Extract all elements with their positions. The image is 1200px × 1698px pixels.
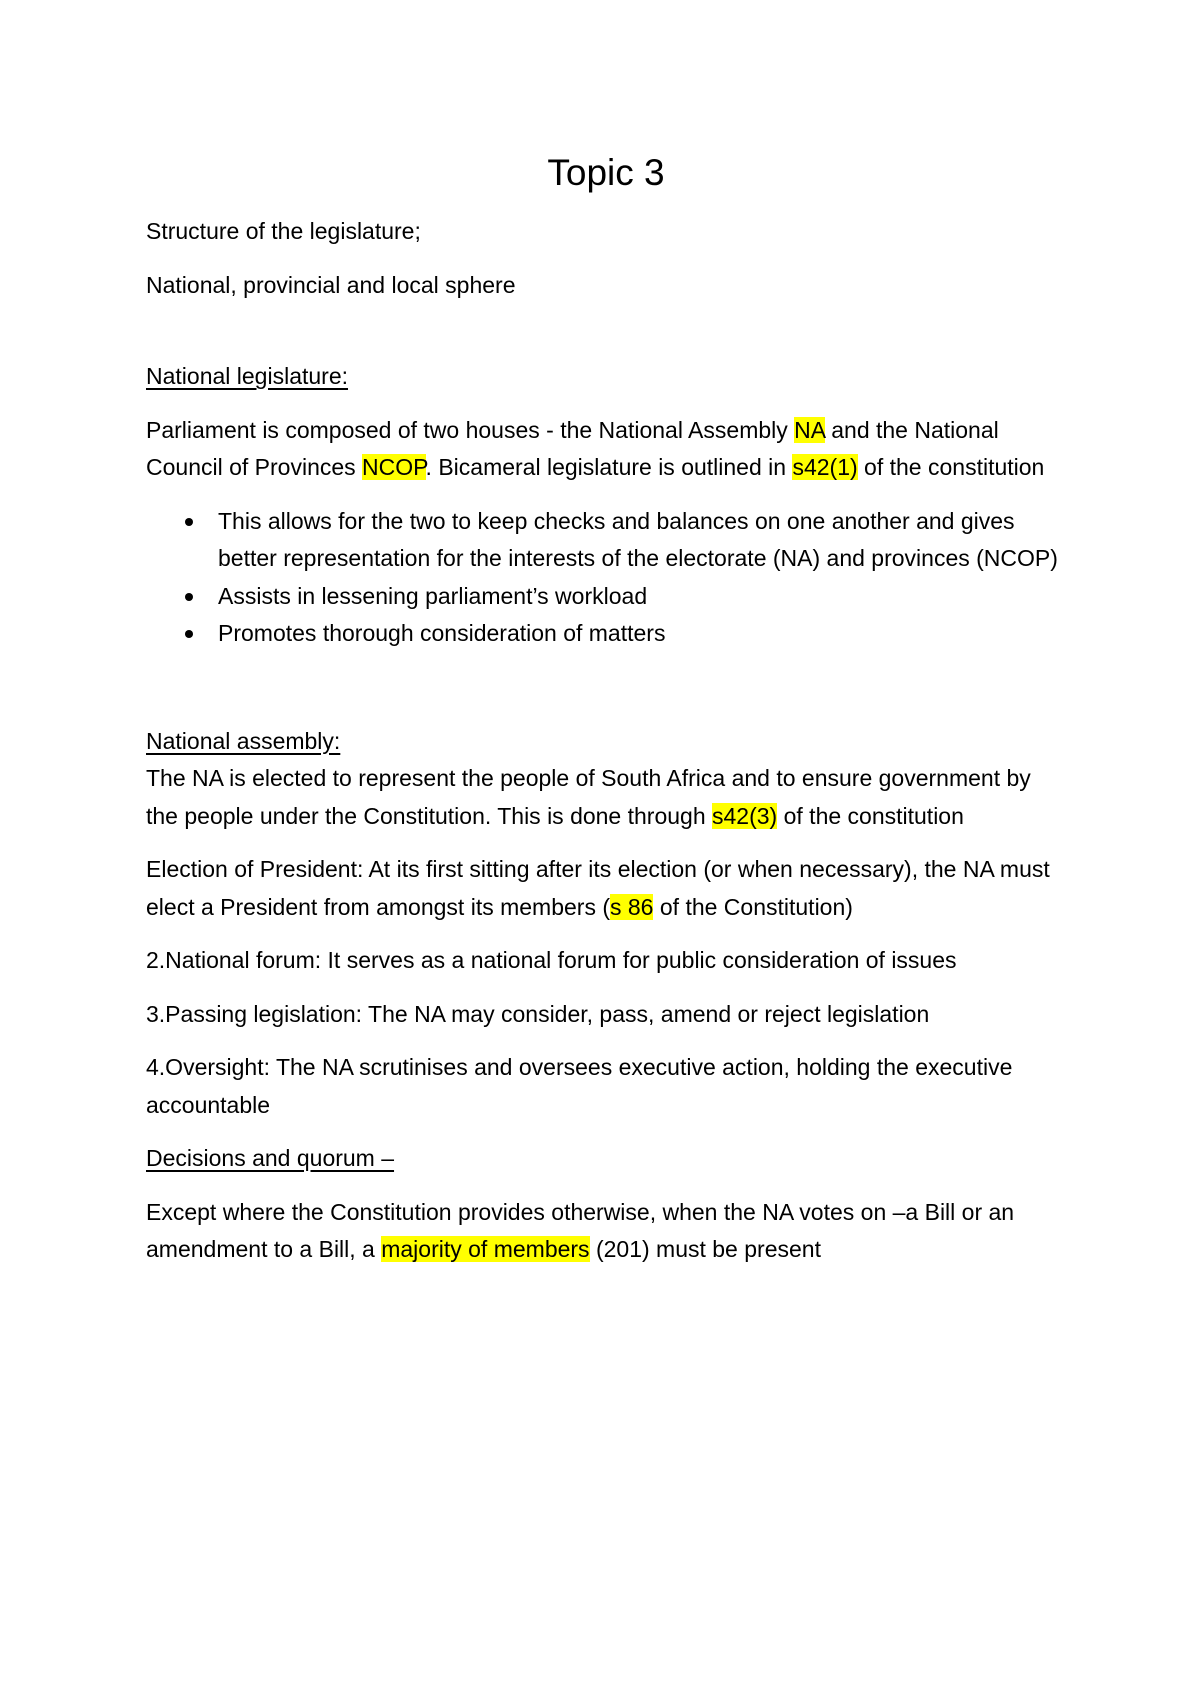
- highlight-na: NA: [794, 416, 825, 443]
- highlight-s86: s 86: [610, 893, 654, 920]
- bullet-icon: [185, 518, 193, 526]
- paragraph-passing-legislation: 3.Passing legislation: The NA may consider, pass, amend or reject legislation: [146, 1000, 930, 1027]
- section-heading-national-assembly: [146, 723, 1066, 761]
- bullet-icon: [185, 593, 193, 601]
- highlight-s42-1: s42(1): [792, 454, 858, 480]
- text-run: The NA is elected to represent the people of South Africa and to ensure government by the people under the Constitution. This is done through: [146, 765, 1031, 829]
- spacer: [146, 320, 1066, 358]
- paragraph-na-representation: [146, 760, 1066, 835]
- heading-text: National legislature:: [146, 363, 349, 389]
- paragraph-quorum-rule: [146, 1194, 1066, 1269]
- heading-text: National assembly:: [146, 727, 341, 754]
- list-item: [146, 503, 1066, 578]
- document-body: [146, 148, 1066, 1285]
- spacer: [146, 669, 1066, 723]
- highlight-s42-3: s42(3): [712, 802, 778, 829]
- document-title: Topic 3: [547, 152, 665, 193]
- heading-text: Decisions and quorum –: [146, 1145, 395, 1171]
- list-item-text: This allows for the two to keep checks and balances on one another and gives better representation for the interests of the electorate (NA) and provinces (NCOP): [218, 507, 1058, 571]
- list-item: [146, 615, 1066, 653]
- section-heading-decisions-quorum: [146, 1140, 1066, 1178]
- text-run: Parliament is composed of two houses - the National Assembly: [146, 416, 795, 443]
- paragraph-parliament-composition: [146, 412, 1066, 487]
- highlight-ncop: NCOP: [362, 454, 426, 480]
- intro-line-spheres: National, provincial and local sphere: [146, 271, 516, 298]
- bullet-icon: [185, 630, 193, 638]
- highlight-majority-of-members: majority of members: [381, 1236, 590, 1262]
- text-run: and the National Council of Provinces: [146, 416, 999, 480]
- text-run: Election of President: At its first sitting after its election (or when necessary), the NA must elect a President from amongst its members (: [146, 856, 1050, 920]
- list-item: [146, 578, 1066, 616]
- text-run: Except where the Constitution provides otherwise, when the NA votes on –a Bill or an amendment to a Bill, a: [146, 1198, 1015, 1262]
- paragraph-oversight: 4.Oversight: The NA scrutinises and oversees executive action, holding the executive accountable: [146, 1054, 1013, 1118]
- bicameral-benefits-list: [146, 503, 1066, 653]
- text-run: of the constitution: [857, 454, 1045, 480]
- paragraph-election-of-president: [146, 851, 1066, 926]
- paragraph-national-forum: 2.National forum: It serves as a national forum for public consideration of issues: [146, 947, 957, 973]
- text-run: of the Constitution): [653, 893, 853, 920]
- intro-line-structure: Structure of the legislature;: [146, 218, 421, 244]
- text-run: of the constitution: [777, 802, 964, 829]
- list-item-text: Promotes thorough consideration of matters: [218, 620, 666, 646]
- section-heading-national-legislature: [146, 358, 1066, 396]
- text-run: (201) must be present: [589, 1236, 821, 1262]
- list-item-text: Assists in lessening parliament’s workload: [218, 582, 648, 609]
- text-run: . Bicameral legislature is outlined in: [425, 454, 793, 480]
